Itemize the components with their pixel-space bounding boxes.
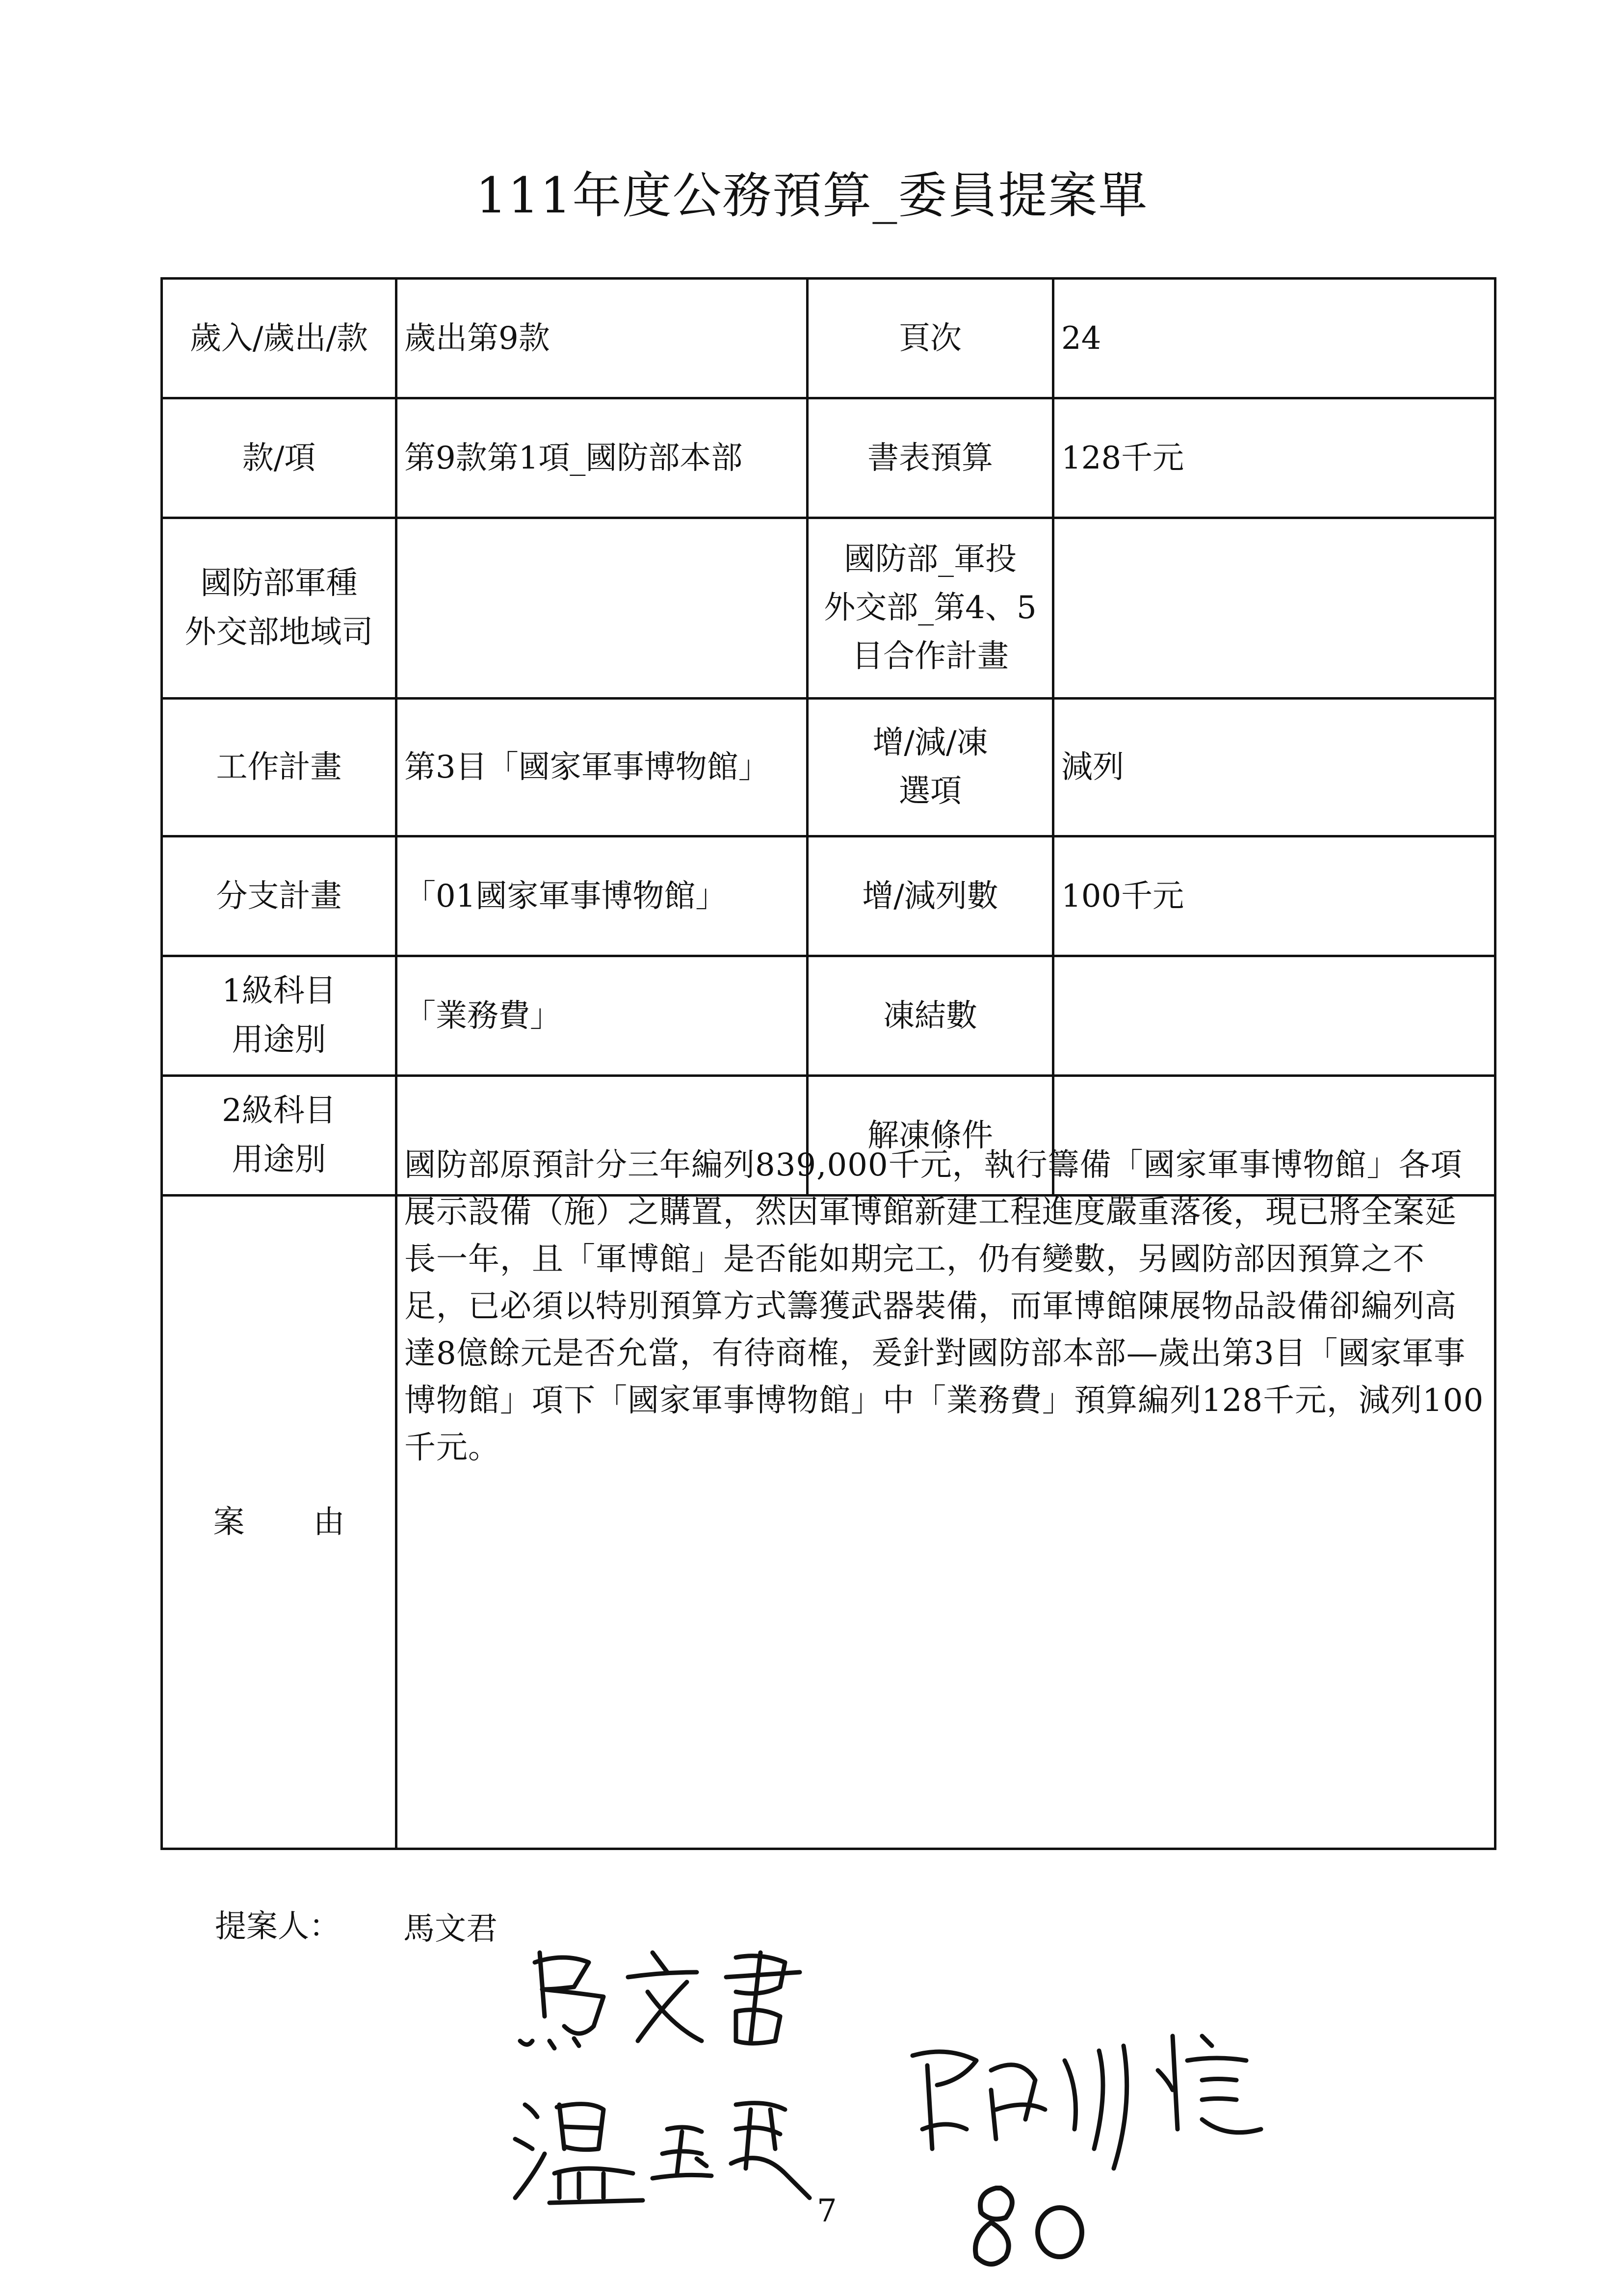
label-line: 外交部_第4、5 — [824, 589, 1037, 626]
signature-1 — [520, 1953, 800, 2048]
reason-row — [162, 1196, 1495, 1849]
signature-3 — [913, 2036, 1261, 2168]
form-row — [162, 398, 1495, 518]
field-value: 128千元 — [1053, 398, 1495, 518]
field-value — [1053, 956, 1495, 1076]
field-label: 頁次 — [808, 279, 1053, 398]
field-value — [396, 518, 808, 699]
form-row — [162, 956, 1495, 1076]
field-label: 款/項 — [162, 398, 396, 518]
proposal-form-table — [160, 277, 1496, 1850]
field-value: 「01國家軍事博物館」 — [396, 836, 808, 956]
field-value: 100千元 — [1053, 836, 1495, 956]
reason-label — [162, 1196, 396, 1849]
field-value: 「業務費」 — [396, 956, 808, 1076]
field-value — [1053, 518, 1495, 699]
reason-text: 國防部原預計分三年編列839,000千元，執行籌備「國家軍事博物館」各項展示設備（施）之購置，然因軍博館新建工程進度嚴重落後，現已將全案延長一年，且「軍博館」是否能如期完工，仍有變數，另國防部因預算之不足，已必須以特別預算方式籌獲武器裝備，而軍博館陳展物品設備卻編列高達8億餘元是否允當，有待商榷，爰針對國防部本部—歲出第3目「國家軍事博物館」項下「國家軍事博物館」中「業務費」預算編列128千元，減列100千元。 — [404, 1147, 1484, 1466]
form-row — [162, 699, 1495, 836]
field-label: 解凍條件 — [808, 1076, 1053, 1196]
label-line: 選項 — [899, 773, 962, 809]
proposer-label: 提案人： — [215, 1908, 341, 1945]
field-label: 分支計畫 — [162, 836, 396, 956]
field-label — [808, 699, 1053, 836]
reason-text-cell — [396, 1147, 1495, 1849]
field-value: 第9款第1項_國防部本部 — [396, 398, 808, 518]
field-label: 歲入/歲出/款 — [162, 279, 396, 398]
field-value: 歲出第9款 — [396, 279, 808, 398]
field-value: 24 — [1053, 279, 1495, 398]
field-label: 凍結數 — [808, 956, 1053, 1076]
label-line: 國防部_軍投 — [844, 541, 1017, 577]
label-line: 增/減/凍 — [872, 724, 988, 761]
form-row — [162, 836, 1495, 956]
label-line: 國防部軍種 — [200, 565, 358, 602]
field-label — [162, 1076, 396, 1196]
proposer-name: 馬文君 — [403, 1911, 498, 1947]
reason-label-char: 由 — [313, 1504, 345, 1540]
label-line: 2級科目 — [222, 1093, 336, 1129]
form-row — [162, 279, 1495, 398]
field-label: 書表預算 — [808, 398, 1053, 518]
field-value: 減列 — [1053, 699, 1495, 836]
label-line: 目合作計畫 — [852, 638, 1009, 675]
label-line: 1級科目 — [222, 973, 336, 1010]
handwritten-number — [962, 2168, 1099, 2281]
form-row — [162, 518, 1495, 699]
signature-2 — [515, 2103, 810, 2203]
label-line: 用途別 — [232, 1141, 326, 1178]
field-label: 工作計畫 — [162, 699, 396, 836]
reason-label-char: 案 — [213, 1504, 245, 1540]
field-label — [808, 518, 1053, 699]
field-label: 增/減列數 — [808, 836, 1053, 956]
field-label — [162, 956, 396, 1076]
form-title: 111年度公務預算_委員提案單 — [475, 167, 1149, 224]
field-label — [162, 518, 396, 699]
field-value: 第3目「國家軍事博物館」 — [396, 699, 808, 836]
page-number: 7 — [817, 2193, 837, 2229]
label-line: 用途別 — [232, 1021, 326, 1058]
label-line: 外交部地域司 — [184, 614, 373, 651]
handwritten-signatures — [505, 1943, 1271, 2286]
